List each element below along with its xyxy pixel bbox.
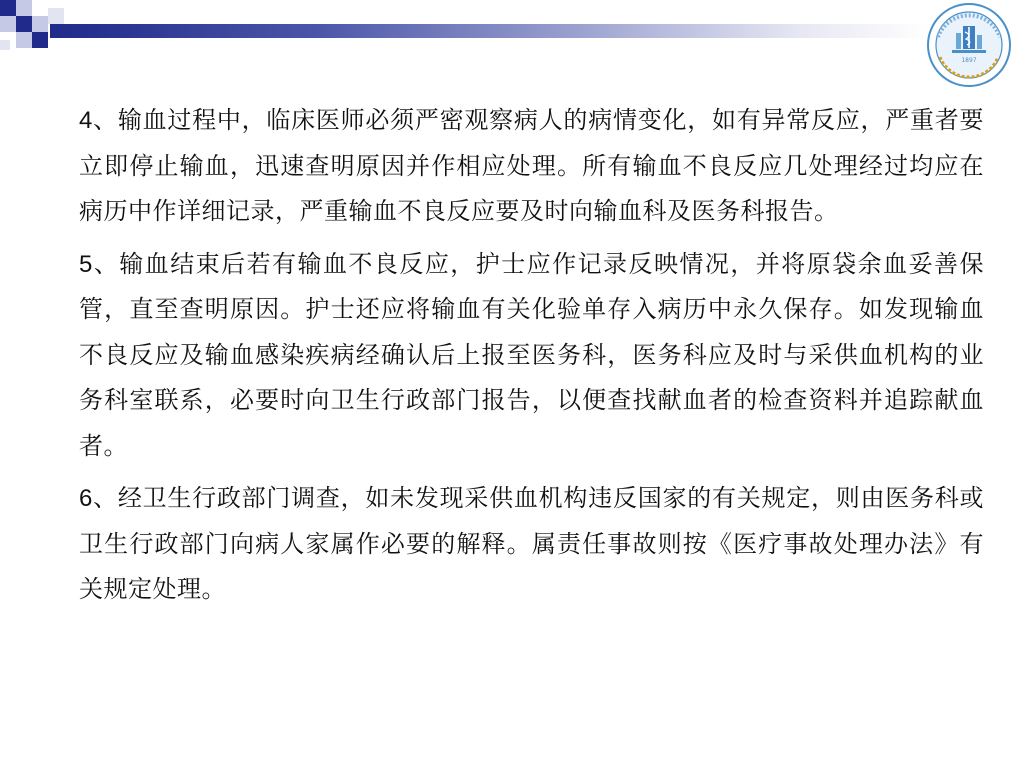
paragraph-number: 6 [79, 485, 93, 512]
logo-year: 1897 [961, 57, 977, 64]
paragraph-text: 、输血过程中，临床医师必须严密观察病人的病情变化，如有异常反应，严重者要立即停止输血，迅速查明原因并作相应处理。所有输血不良反应几处理经过均应在病历中作详细记录，严重输血不良反应要及时向输血科及医务科报告。 [79, 106, 984, 225]
paragraph-text: 、经卫生行政部门调查，如未发现采供血机构违反国家的有关规定，则由医务科或卫生行政部门向病人家属作必要的解释。属责任事故则按《医疗事故处理办法》有关规定处理。 [79, 484, 984, 603]
header-gradient-bar [50, 24, 930, 38]
deco-square [48, 8, 64, 24]
paragraph-5 [79, 242, 984, 470]
paragraph-number: 5 [79, 250, 93, 278]
paragraph-number: 4 [79, 107, 93, 134]
deco-square [16, 16, 32, 32]
deco-square [16, 32, 32, 48]
slide-body [79, 98, 984, 620]
deco-square [32, 32, 48, 48]
paragraph-text: 、输血结束后若有输血不良反应，护士应作记录反映情况，并将原袋余血妥善保管，直至查明原因。护士还应将输血有关化验单存入病历中永久保存。如发现输血不良反应及输血感染疾病经确认后上报至医务科，医务科应及时与采供血机构的业务科室联系，必要时向卫生行政部门报告，以便查找献血者的检查资料并追踪献血者。 [79, 249, 984, 460]
deco-square [16, 0, 32, 16]
deco-square [0, 40, 10, 50]
deco-square [0, 0, 16, 16]
header-decoration [0, 0, 1024, 70]
deco-square [0, 16, 16, 32]
paragraph-4 [79, 98, 984, 235]
hospital-seal-icon [926, 2, 1012, 88]
deco-square [32, 16, 48, 32]
paragraph-6 [79, 476, 984, 613]
